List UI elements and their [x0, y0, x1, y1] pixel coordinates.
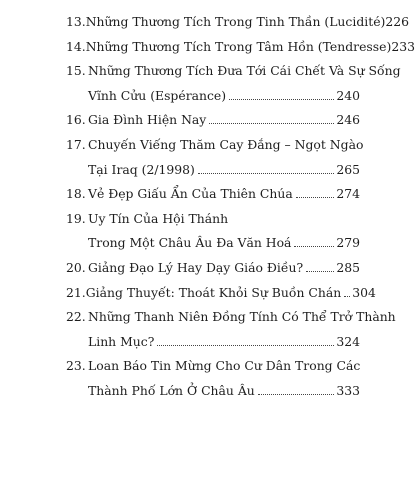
- dot-leader: [209, 108, 334, 124]
- entry-title: Giảng Đạo Lý Hay Dạy Giáo Điều?: [88, 259, 304, 275]
- entry-number: 16.: [66, 112, 86, 128]
- dot-leader: [294, 231, 334, 247]
- entry-title: Những Thương Tích Trong Tinh Thần (Lucidité): [85, 14, 386, 29]
- entry-page: 265: [336, 161, 360, 177]
- toc-entry: [66, 207, 360, 256]
- entry-number: 13.: [66, 14, 86, 29]
- toc-line: [66, 354, 360, 379]
- entry-number: 18.: [66, 186, 86, 202]
- entry-title-continued: Linh Mục?: [88, 333, 155, 349]
- toc-line: [66, 256, 360, 281]
- toc-entry: [66, 10, 410, 35]
- entry-title: Uy Tín Của Hội Thánh: [88, 210, 229, 226]
- entry-page: 324: [336, 333, 360, 349]
- toc-line: [66, 10, 410, 35]
- entry-title: Những Thương Tích Đưa Tới Cái Chết Và Sự Sống: [88, 63, 401, 79]
- entry-page: 226: [385, 14, 410, 29]
- entry-title-continued: Vĩnh Cửu (Espérance): [88, 87, 227, 103]
- toc-line: [66, 59, 401, 84]
- entry-title: Gia Đình Hiện Nay: [88, 112, 207, 128]
- entry-title: Chuyến Viếng Thăm Cay Đắng – Ngọt Ngào: [88, 136, 364, 152]
- toc-line: [66, 281, 376, 306]
- dot-leader: [258, 379, 335, 395]
- entry-page: 246: [336, 112, 360, 128]
- dot-leader: [198, 158, 334, 174]
- entry-number: 15.: [66, 63, 86, 79]
- toc-entry: [66, 108, 360, 133]
- toc-line: [66, 158, 360, 183]
- dot-leader: [229, 84, 334, 100]
- toc-entry: [66, 354, 360, 403]
- entry-number: 23.: [66, 358, 86, 374]
- dot-leader: [157, 330, 334, 346]
- toc-line: [66, 182, 360, 207]
- toc-line: [66, 108, 360, 133]
- entry-number: 14.: [66, 38, 86, 54]
- toc-entry: [66, 256, 360, 281]
- entry-page: 285: [336, 259, 360, 275]
- toc-line: [66, 207, 360, 232]
- entry-title-continued: Thành Phố Lớn Ở Châu Âu: [88, 382, 255, 398]
- toc-entry: [66, 59, 401, 108]
- dot-leader: [296, 182, 335, 198]
- toc-line: [66, 35, 415, 60]
- entry-page: 304: [352, 284, 376, 300]
- entry-title-continued: Trong Một Châu Âu Đa Văn Hoá: [88, 235, 292, 251]
- entry-title: Vẻ Đẹp Giấu Ẩn Của Thiên Chúa: [88, 186, 293, 202]
- dot-leader: [344, 281, 350, 297]
- toc-entry: [66, 305, 396, 354]
- toc-line: [66, 330, 360, 355]
- entry-number: 22.: [66, 309, 86, 325]
- entry-number: 17.: [66, 136, 86, 152]
- table-of-contents: [66, 10, 415, 404]
- entry-title: Giảng Thuyết: Thoát Khỏi Sự Buồn Chán: [85, 284, 342, 300]
- entry-title: Những Thanh Niên Đồng Tính Có Thể Trở Thành: [88, 309, 396, 325]
- entry-page: 279: [336, 235, 360, 251]
- entry-page: 333: [336, 382, 360, 398]
- entry-page: 233: [391, 38, 415, 54]
- toc-line: [66, 305, 396, 330]
- entry-number: 19.: [66, 210, 86, 226]
- entry-title: Những Thương Tích Trong Tâm Hồn (Tendresse): [85, 38, 392, 54]
- toc-entry: [66, 281, 376, 306]
- dot-leader: [306, 256, 334, 272]
- toc-entry: [66, 133, 364, 182]
- toc-entry: [66, 182, 360, 207]
- toc-line: [66, 379, 360, 404]
- entry-page: 274: [336, 186, 360, 202]
- toc-line: [66, 231, 360, 256]
- entry-number: 20.: [66, 259, 86, 275]
- toc-line: [66, 84, 360, 109]
- entry-number: 21.: [66, 284, 86, 300]
- entry-title-continued: Tại Iraq (2/1998): [88, 161, 195, 177]
- entry-page: 240: [336, 87, 360, 103]
- toc-entry: [66, 35, 415, 60]
- entry-title: Loan Báo Tin Mừng Cho Cư Dân Trong Các: [88, 358, 361, 374]
- toc-line: [66, 133, 364, 158]
